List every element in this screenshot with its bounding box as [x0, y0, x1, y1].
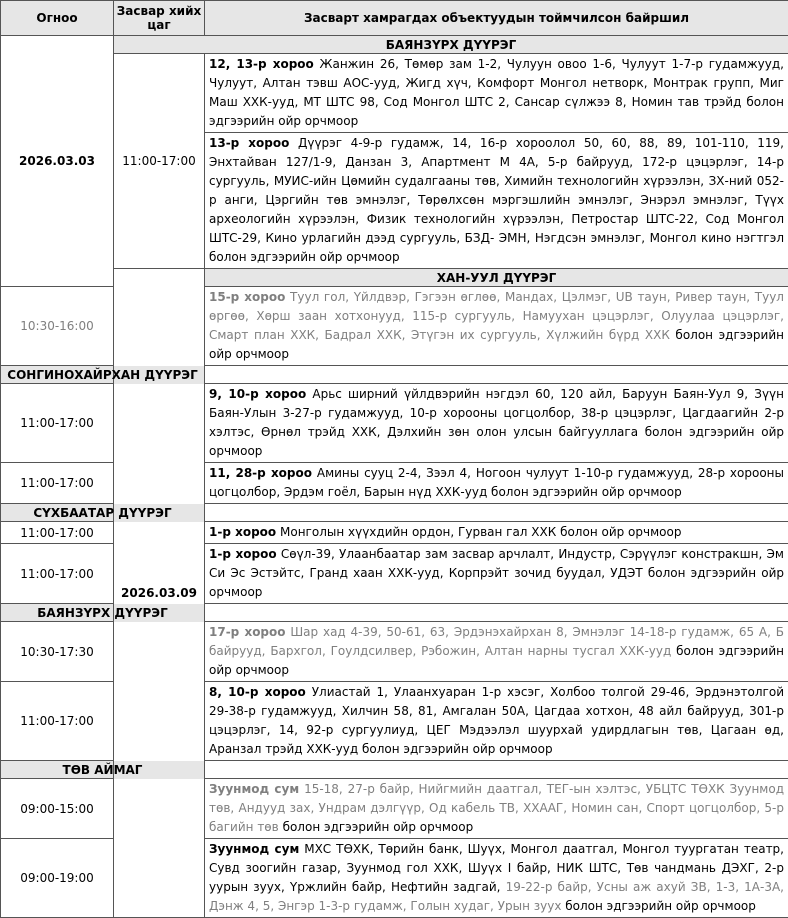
district-row	[1, 36, 788, 54]
time-cell: 11:00-17:00	[1, 463, 114, 504]
location-cell	[205, 54, 788, 133]
location-text: 15-18, 27-р байр, Нийгмийн даатгал, ТЕГ-ын хэлтэс, УБЦТС ТӨХК Зуунмод төв, Андууд зах, Ундрам дэлгүүр, Од кабель ТВ, ХХААГ, Номин сан, Спорт цогцолбор, 5-р багийн төв	[209, 782, 784, 834]
location-cell	[205, 384, 788, 463]
location-column-header: Засварт хамрагдах объектуудын тоймчилсон байршил	[205, 1, 788, 36]
table-row	[1, 54, 788, 133]
district-name: СОНГИНОХАЙРХАН ДҮҮРЭГ	[1, 366, 205, 384]
khoroo-label: 9, 10-р хороо	[209, 387, 306, 401]
location-cell	[205, 544, 788, 604]
location-text: Монголын хүүхдийн ордон, Гурван гал ХХК болон ойр орчмоор	[280, 525, 681, 539]
district-row	[1, 761, 788, 779]
time-cell: 10:30-16:00	[1, 287, 114, 366]
location-cell	[205, 463, 788, 504]
location-text: МХС ТӨХК, Төрийн банк, Шуүх, Монгол даатгал, Монгол туургатан театр, Сувд зоогийн газар, Зуунмод гол ХХК, Шуүх I байр, НИК ШТС, Төв чандмань ДЭХГ, 2-р уурын зуух, Үржлийн байр, Нефтийн задгай,	[209, 842, 784, 894]
location-suffix: болон эдгээрийн ойр орчмоор	[565, 899, 756, 913]
location-cell	[205, 287, 788, 366]
location-suffix: болон эдгээрийн ойр орчмоор	[209, 644, 784, 677]
date-cell: 2026.03.09	[114, 269, 205, 918]
district-row	[1, 269, 788, 287]
district-row	[1, 604, 788, 622]
district-row	[1, 366, 788, 384]
khoroo-label: 12, 13-р хороо	[209, 57, 314, 71]
time-cell: 11:00-17:00	[1, 544, 114, 604]
time-cell: 09:00-15:00	[1, 779, 114, 839]
khoroo-label: 1-р хороо	[209, 525, 276, 539]
location-cell	[205, 682, 788, 761]
location-cell	[205, 133, 788, 269]
location-text: Шар хад 4-39, 50-61, 63, Эрдэнэхайрхан 8, Эмнэлэг 14-18-р гудамж, 65 А, Б байрууд, Бархгол, Гоулдсилвер, Рэбожин, Алтан нарны тусгал ХХК-ууд	[209, 625, 784, 658]
time-cell: 11:00-17:00	[1, 384, 114, 463]
khoroo-label: 17-р хороо	[209, 625, 286, 639]
khoroo-label: 15-р хороо	[209, 290, 285, 304]
location-text: Амины сууц 2-4, Зээл 4, Ногоон чулуут 1-10-р гудамжууд, 28-р хорооны цогцолбор, Эрдэм гоёл, Барын нүд ХХК-ууд болон эдгээрийн ойр орчмоор	[209, 466, 784, 499]
location-text: Туул гол, Үйлдвэр, Гэгээн өглөө, Мандах, Цэлмэг, UB таун, Ривер таун, Туул өргөө, Хөрш заан хотхонууд, 115-р сургууль, Намуухан цэцэрлэг, Олуулаа цэцэрлэг, Смарт план ХХК, Бадрал ХХК, Этүгэн их сургууль, Хүлжийн бүрд ХХК	[209, 290, 784, 342]
district-name: СҮХБААТАР ДҮҮРЭГ	[1, 504, 205, 522]
khoroo-label: Зуунмод сум	[209, 842, 299, 856]
district-row	[1, 504, 788, 522]
location-text: Сөүл-39, Улаанбаатар зам засвар арчлалт, Индустр, Сэрүүлэг констракшн, Эм Си Эс Эстэйтс, Гранд хаан ХХК-ууд, Корпрэйт зочид буудал, УДЭТ болон эдгээрийн ойр орчмоор	[209, 547, 784, 599]
time-cell: 09:00-19:00	[1, 839, 114, 918]
location-cell	[205, 522, 788, 544]
location-cell	[205, 779, 788, 839]
district-name: ХАН-УУЛ ДҮҮРЭГ	[205, 269, 788, 287]
khoroo-label: 8, 10-р хороо	[209, 685, 306, 699]
location-cell	[205, 622, 788, 682]
district-name: БАЯНЗҮРХ ДҮҮРЭГ	[114, 36, 788, 54]
time-column-header: Засвар хийх цаг	[114, 1, 205, 36]
location-text: Улиастай 1, Улаанхуаран 1-р хэсэг, Холбоо толгой 29-46, Эрдэнэтолгой 29-38-р гудамжууд, Хилчин 58, 81, Амгалан 50А, Цагдаа хотхон, 48 айл байрууд, 301-р цэцэрлэг, 14, 92-р сургуулиуд, ЦЕГ Мэдээлэл шуурхай удирдлагын төв, Цагаан өд, Аранзал трэйд ХХК-ууд болон эдгээрийн ойр орчмоор	[209, 685, 784, 756]
location-text: Арьс ширний үйлдвэрийн нэгдэл 60, 120 айл, Баруун Баян-Уул 9, Зүүн Баян-Улын 3-27-р гудамжууд, 10-р хорооны цогцолбор, 38-р цэцэрлэг, Цагдаагийн 2-р хэлтэс, Өрнөл трэйд ХХК, Дэлхийн зөн олон улсын байгууллага болон эдгээрийн ойр орчмоор	[209, 387, 784, 458]
khoroo-label: 11, 28-р хороо	[209, 466, 312, 480]
time-cell: 11:00-17:00	[1, 522, 114, 544]
district-name: ТӨВ АЙМАГ	[1, 761, 205, 779]
date-cell: 2026.03.03	[1, 36, 114, 287]
location-text: Жанжин 26, Төмөр зам 1-2, Чулуун овоо 1-6, Чулуут 1-7-р гудамжууд, Чулуут, Алтан тэвш АОС-ууд, Жигд хүч, Комфорт Монгол нетворк, Монтрак групп, Миг Маш ХХК-ууд, МТ ШТС 98, Сод Монгол ШТС 2, Сансар сүлжээ 8, Номин тав трэйд болон эдгээрийн ойр орчмоор	[209, 57, 784, 128]
location-suffix: болон эдгээрийн ойр орчмоор	[283, 820, 474, 834]
time-cell: 10:30-17:30	[1, 622, 114, 682]
time-cell: 11:00-17:00	[1, 682, 114, 761]
district-name: БАЯНЗҮРХ ДҮҮРЭГ	[1, 604, 205, 622]
header-row	[1, 1, 788, 36]
location-suffix: болон эдгээрийн ойр орчмоор	[209, 328, 784, 361]
location-cell	[205, 839, 788, 918]
khoroo-label: Зуунмод сум	[209, 782, 299, 796]
time-cell: 11:00-17:00	[114, 54, 205, 269]
khoroo-label: 1-р хороо	[209, 547, 277, 561]
khoroo-label: 13-р хороо	[209, 136, 289, 150]
date-column-header: Огноо	[1, 1, 114, 36]
location-text: Дүүрэг 4-9-р гудамж, 14, 16-р хороолол 50, 60, 88, 89, 101-110, 119, Энхтайван 127/1-9, Данзан 3, Апартмент М 4А, 5-р байрууд, 172-р цэцэрлэг, 14-р сургууль, МУИС-ийн Цөмийн судалгааны төв, Химийн технологийн хүрээлэн, ЗХ-ний 052-р анги, Цэргийн төв эмнэлэг, Төрөлхсөн мэргэшлийн эмнэлэг, Энэрэл эмнэлэг, Түүх археологийн хүрээлэн, Физик технологийн хүрээлэн, Петростар ШТС-22, Сод Монгол ШТС-29, Кино урлагийн дээд сургууль, БЗД- ЭМН, Нэгдсэн эмнэлэг, Монгол кино нэгтгэл болон эдгээрийн ойр орчмоор	[209, 136, 784, 264]
location-text-gray: 19-22-р байр, Усны аж ахуй ЗВ, 1-3, 1А-3А, Дэнж 4, 5, Энгэр 1-3-р гудамж, Голын худаг, Урын зуух	[209, 880, 784, 913]
